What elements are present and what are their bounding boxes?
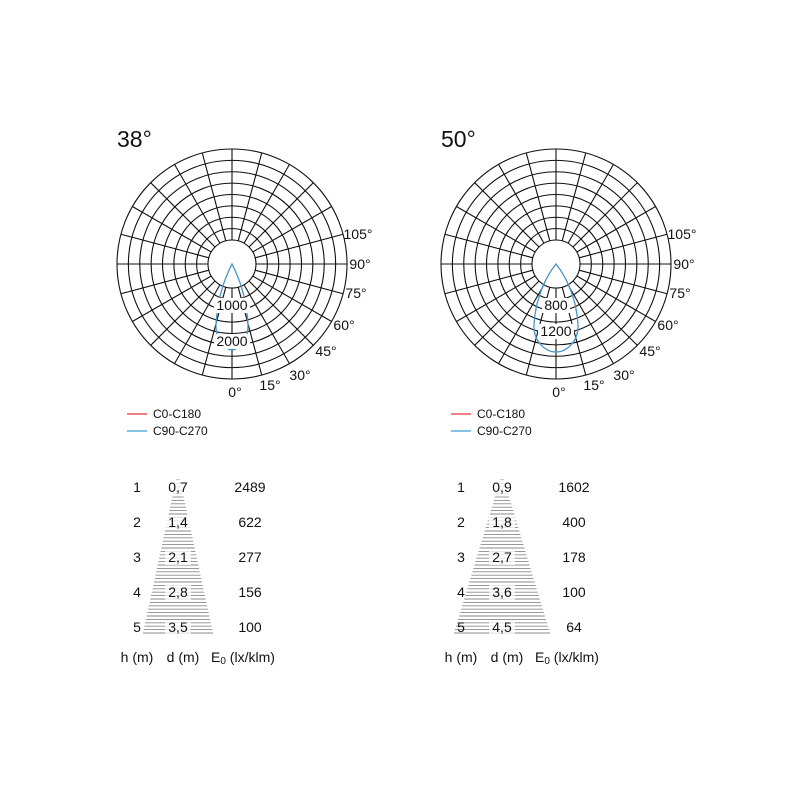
table-row bbox=[133, 479, 266, 495]
height-value: 2 bbox=[133, 514, 141, 530]
polar-spoke bbox=[132, 276, 211, 322]
polar-spoke bbox=[151, 281, 215, 345]
polar-spoke bbox=[121, 234, 209, 258]
polar-spoke bbox=[579, 270, 667, 294]
diameter-value: 2,8 bbox=[168, 584, 188, 600]
illuminance-value: 156 bbox=[238, 584, 262, 600]
diameter-value: 2,1 bbox=[168, 549, 188, 565]
header-illuminance-unit: (lx/klm) bbox=[225, 649, 275, 665]
intensity-label: 800 bbox=[544, 297, 568, 313]
diameter-value: 0,7 bbox=[168, 479, 188, 495]
angle-label: 0° bbox=[228, 384, 242, 400]
height-value: 3 bbox=[133, 549, 141, 565]
table-row bbox=[133, 514, 262, 530]
header-illuminance-symbol: E bbox=[211, 649, 221, 665]
angle-label: 0° bbox=[552, 384, 566, 400]
angle-label: 90° bbox=[349, 256, 371, 272]
angle-label: 15° bbox=[259, 377, 281, 393]
angle-label: 60° bbox=[333, 317, 355, 333]
polar-spoke bbox=[445, 234, 533, 258]
legend-label: C90-C270 bbox=[153, 424, 208, 438]
polar-spoke bbox=[456, 276, 535, 322]
polar-spoke bbox=[244, 285, 290, 364]
intensity-label: 1000 bbox=[216, 297, 248, 313]
illuminance-value: 100 bbox=[562, 584, 586, 600]
header-illuminance bbox=[535, 649, 599, 667]
legend-label: C0-C180 bbox=[153, 407, 202, 421]
angle-label: 105° bbox=[667, 226, 697, 242]
header-height: h (m) bbox=[444, 649, 478, 665]
angle-label: 105° bbox=[343, 226, 373, 242]
polar-spoke bbox=[202, 153, 226, 241]
height-value: 4 bbox=[133, 584, 141, 600]
table-row bbox=[457, 514, 586, 530]
legend-label: C0-C180 bbox=[477, 407, 526, 421]
polar-spoke bbox=[573, 183, 637, 247]
angle-label: 15° bbox=[583, 377, 605, 393]
intensity-label: 1200 bbox=[540, 323, 572, 339]
polar-spoke bbox=[132, 207, 211, 253]
table-headers bbox=[121, 649, 275, 667]
polar-spoke bbox=[244, 164, 290, 243]
polar-spoke bbox=[475, 281, 539, 345]
polar-spoke bbox=[579, 234, 667, 258]
height-value: 1 bbox=[133, 479, 141, 495]
polar-spoke bbox=[499, 164, 545, 243]
angle-label: 45° bbox=[315, 343, 337, 359]
table-row bbox=[133, 549, 262, 565]
height-value: 3 bbox=[457, 549, 465, 565]
illuminance-value: 1602 bbox=[558, 479, 590, 495]
diameter-value: 0,9 bbox=[492, 479, 512, 495]
polar-spoke bbox=[121, 270, 209, 294]
panel-1 bbox=[117, 149, 372, 667]
illuminance-value: 64 bbox=[566, 619, 582, 635]
intensity-label: 2000 bbox=[216, 333, 248, 349]
legend bbox=[451, 407, 532, 438]
polar-spoke bbox=[577, 276, 656, 322]
header-illuminance-symbol: E bbox=[535, 649, 545, 665]
height-value: 2 bbox=[457, 514, 465, 530]
table-headers bbox=[445, 649, 599, 667]
diameter-value: 1,4 bbox=[168, 514, 188, 530]
diameter-value: 3,6 bbox=[492, 584, 512, 600]
polar-spoke bbox=[456, 207, 535, 253]
angle-label: 90° bbox=[673, 256, 695, 272]
angle-label: 45° bbox=[639, 343, 661, 359]
height-value: 4 bbox=[457, 584, 465, 600]
table-row bbox=[457, 479, 590, 495]
height-value: 1 bbox=[457, 479, 465, 495]
illuminance-value: 622 bbox=[238, 514, 262, 530]
angle-label: 30° bbox=[613, 367, 635, 383]
diameter-value: 4,5 bbox=[492, 619, 512, 635]
angle-label: 75° bbox=[669, 285, 691, 301]
header-height: h (m) bbox=[120, 649, 154, 665]
header-illuminance bbox=[211, 649, 275, 667]
illuminance-value: 400 bbox=[562, 514, 586, 530]
panel-2-beam-angle-title: 50° bbox=[441, 126, 476, 152]
angle-label: 75° bbox=[345, 285, 367, 301]
polar-spoke bbox=[175, 285, 221, 364]
illuminance-value: 100 bbox=[238, 619, 262, 635]
polar-spoke bbox=[562, 153, 586, 241]
polar-spoke bbox=[175, 164, 221, 243]
panel-2 bbox=[441, 149, 696, 667]
polar-spoke bbox=[255, 270, 343, 294]
polar-spoke bbox=[445, 270, 533, 294]
polar-spoke bbox=[151, 183, 215, 247]
illuminance-value: 2489 bbox=[234, 479, 266, 495]
diameter-value: 3,5 bbox=[168, 619, 188, 635]
polar-spoke bbox=[249, 183, 313, 247]
polar-spoke bbox=[568, 164, 614, 243]
diameter-value: 1,8 bbox=[492, 514, 512, 530]
polar-spoke bbox=[577, 207, 656, 253]
polar-spoke bbox=[249, 281, 313, 345]
polar-spoke bbox=[253, 207, 332, 253]
polar-spoke bbox=[568, 285, 614, 364]
header-illuminance-subscript: 0 bbox=[544, 656, 550, 667]
legend-label: C90-C270 bbox=[477, 424, 532, 438]
polar-spoke bbox=[499, 285, 545, 364]
diameter-value: 2,7 bbox=[492, 549, 512, 565]
panel-1-beam-angle-title: 38° bbox=[117, 126, 152, 152]
legend bbox=[127, 407, 208, 438]
angle-label: 60° bbox=[657, 317, 679, 333]
header-illuminance-subscript: 0 bbox=[220, 656, 226, 667]
polar-spoke bbox=[238, 153, 262, 241]
polar-spoke bbox=[573, 281, 637, 345]
illuminance-value: 277 bbox=[238, 549, 262, 565]
header-diameter: d (m) bbox=[166, 649, 200, 665]
header-diameter: d (m) bbox=[490, 649, 524, 665]
polar-spoke bbox=[255, 234, 343, 258]
height-value: 5 bbox=[133, 619, 141, 635]
illuminance-value: 178 bbox=[562, 549, 586, 565]
height-value: 5 bbox=[457, 619, 465, 635]
angle-label: 30° bbox=[289, 367, 311, 383]
polar-spoke bbox=[526, 153, 550, 241]
polar-spoke bbox=[475, 183, 539, 247]
header-illuminance-unit: (lx/klm) bbox=[549, 649, 599, 665]
polar-spoke bbox=[253, 276, 332, 322]
